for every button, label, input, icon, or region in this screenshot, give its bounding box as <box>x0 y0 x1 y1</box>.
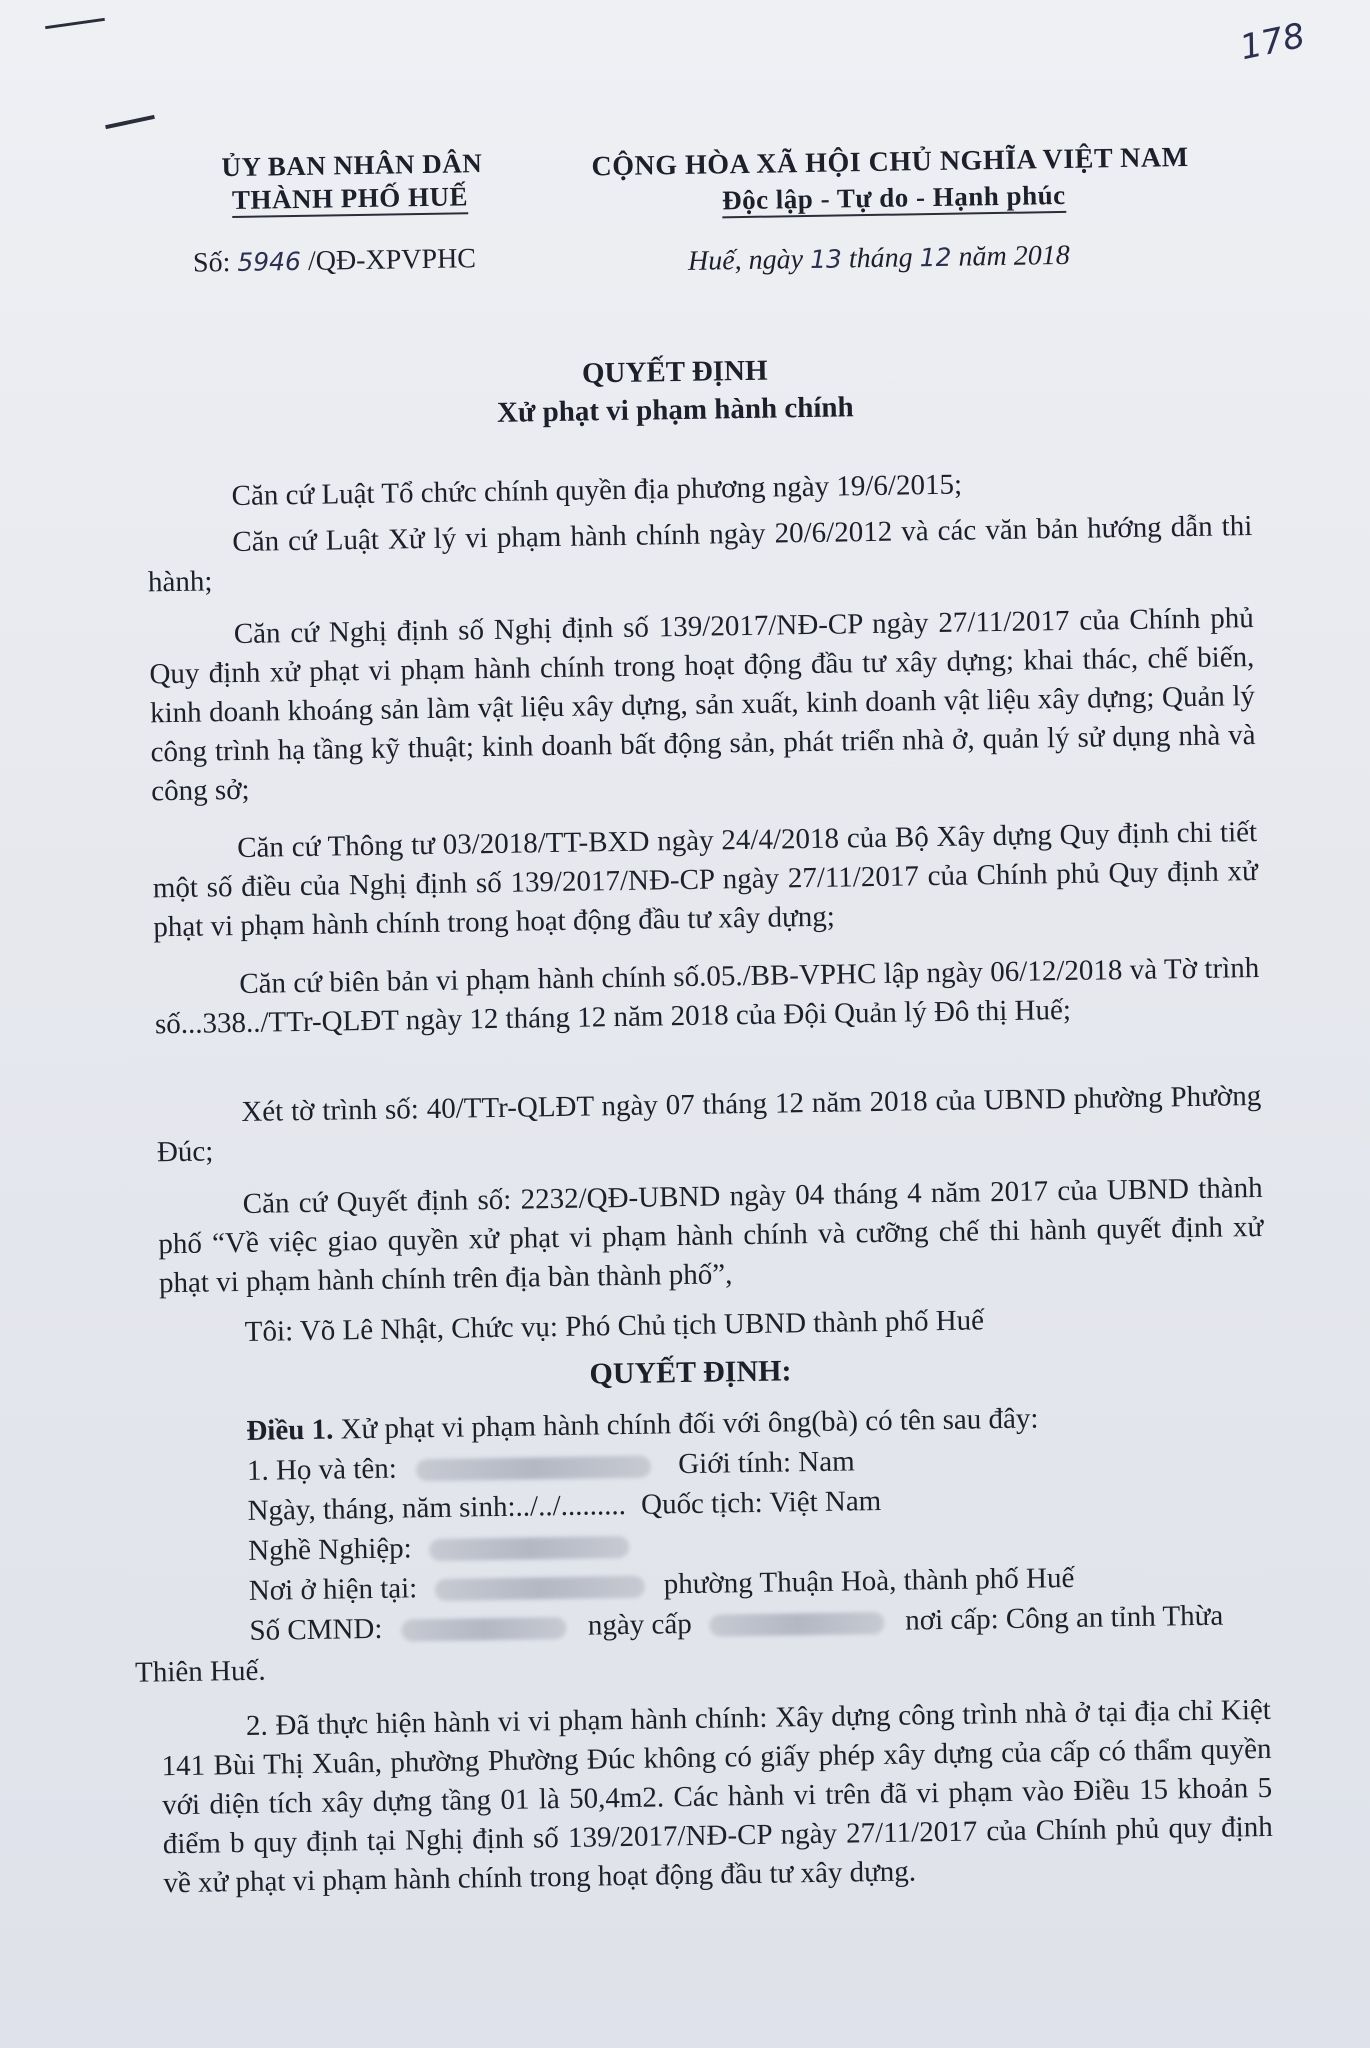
job-row <box>248 1529 629 1568</box>
basis-paragraph-5: Căn cứ biên bản vi phạm hành chính số.05./BB-VPHC lập ngày 06/12/2018 và Tờ trình số...338../TTr-QLĐT ngày 12 tháng 12 năm 2018 của Đội Quản lý Đô thị Huế; <box>154 951 1260 1041</box>
name-row <box>247 1445 855 1488</box>
redacted-id <box>402 1617 567 1642</box>
date-year: năm 2018 <box>958 239 1070 273</box>
number-handwritten: 5946 <box>237 246 302 277</box>
basis-paragraph-3: Căn cứ Nghị định số Nghị định số 139/2017/NĐ-CP ngày 27/11/2017 của Chính phủ Quy định xử phạt vi phạm hành chính trong hoạt động đầu tư xây dựng; khai thác, chế biến, kinh doanh khoáng sản làm vật liệu xây dựng, sản xuất, kinh doanh vật liệu xây dựng; Quản lý công trình hạ tầng kỹ thuật; kinh doanh bất động sản, phát triển nhà ở, quản lý sử dụng nhà và công sở; <box>149 602 1256 808</box>
id-row <box>249 1600 1223 1648</box>
official-statement: Tôi: Võ Lê Nhật, Chức vụ: Phó Chủ tịch UBND thành phố Huế <box>244 1304 985 1348</box>
date-month-label: tháng <box>848 242 913 275</box>
number-prefix: Số: <box>192 247 231 279</box>
agency-name: ỦY BAN NHÂN DÂN <box>221 148 483 183</box>
date-place: Huế, ngày <box>687 244 804 277</box>
nationality-field: Quốc tịch: Việt Nam <box>640 1484 882 1521</box>
dob-row <box>247 1485 881 1528</box>
redacted-job <box>429 1536 629 1561</box>
document-date <box>688 240 1070 278</box>
dob-label: Ngày, tháng, năm sinh:../../......... <box>247 1488 627 1527</box>
article-1-text: Xử phạt vi phạm hành chính đối với ông(bà) có tên sau đây: <box>340 1402 1039 1446</box>
id-date-label: ngày cấp <box>587 1607 693 1642</box>
basis-paragraph-6: Xét tờ trình số: 40/TTr-QLĐT ngày 07 tháng 12 năm 2018 của UBND phường Phường Đúc; <box>156 1079 1262 1169</box>
redacted-address <box>434 1576 644 1601</box>
basis-paragraph-7: Căn cứ Quyết định số: 2232/QĐ-UBND ngày 04 tháng 4 năm 2017 của UBND thành phố “Về việc giao quyền xử phạt vi phạm hành chính và cưỡng chế thi hành quyết định xử phạt vi phạm hành chính trên địa bàn thành phố”, <box>158 1171 1264 1300</box>
decision-title: QUYẾT ĐỊNH <box>581 354 768 390</box>
corner-mark: 178 <box>1236 15 1309 69</box>
agency-city: THÀNH PHỐ HUẾ <box>232 181 469 218</box>
address-ward: phường Thuận Hoà, thành phố Huế <box>663 1561 1075 1601</box>
number-suffix: /QĐ-XPVPHC <box>307 243 477 277</box>
national-motto: Độc lập - Tự do - Hạnh phúc <box>722 180 1066 218</box>
document-number <box>193 243 476 279</box>
id-place-continued: Thiên Huế. <box>134 1654 266 1689</box>
article-1-label: Điều 1. <box>246 1413 334 1447</box>
gender-field: Giới tính: Nam <box>677 1445 855 1481</box>
id-place: nơi cấp: Công an tỉnh Thừa <box>904 1599 1224 1637</box>
decide-heading: QUYẾT ĐỊNH: <box>589 1354 792 1391</box>
violation-paragraph: 2. Đã thực hiện hành vi vi phạm hành chính: Xây dựng công trình nhà ở tại địa chỉ Kiệt 141 Bùi Thị Xuân, phường Phường Đúc không có giấy phép xây dựng của cấp có thẩm quyền với diện tích xây dựng tầng 01 là 50,4m2. Các hành vi trên đã vi phạm vào Điều 15 khoản 5 điểm b quy định tại Nghị định số 139/2017/NĐ-CP ngày 27/11/2017 của Chính phủ quy định về xử phạt vi phạm hành chính trong hoạt động đầu tư xây dựng. <box>161 1693 1273 1900</box>
article-1 <box>246 1402 1039 1447</box>
basis-paragraph-2: Căn cứ Luật Xử lý vi phạm hành chính ngày 20/6/2012 và các văn bản hướng dẫn thi hành; <box>147 510 1253 599</box>
basis-paragraph-1: Căn cứ Luật Tổ chức chính quyền địa phương ngày 19/6/2015; <box>231 468 963 513</box>
basis-paragraph-4: Căn cứ Thông tư 03/2018/TT-BXD ngày 24/4/2018 của Bộ Xây dựng Quy định chi tiết một số điều của Nghị định số 139/2017/NĐ-CP ngày 27/11/2017 của Chính phủ Quy định xử phạt vi phạm hành chính trong hoạt động đầu tư xây dựng; <box>152 815 1258 944</box>
redacted-name <box>416 1456 651 1482</box>
id-label: Số CMND: <box>249 1612 383 1647</box>
address-label: Nơi ở hiện tại: <box>248 1572 418 1607</box>
decision-subtitle: Xử phạt vi phạm hành chính <box>496 391 854 429</box>
date-day: 13 <box>809 244 843 274</box>
date-month: 12 <box>919 242 952 273</box>
job-label: Nghề Nghiệp: <box>247 1532 412 1567</box>
redacted-id-date <box>709 1612 884 1637</box>
national-title: CỘNG HÒA XÃ HỘI CHỦ NGHĨA VIỆT NAM <box>591 141 1189 183</box>
address-row <box>249 1562 1075 1608</box>
name-label: 1. Họ và tên: <box>246 1452 398 1487</box>
